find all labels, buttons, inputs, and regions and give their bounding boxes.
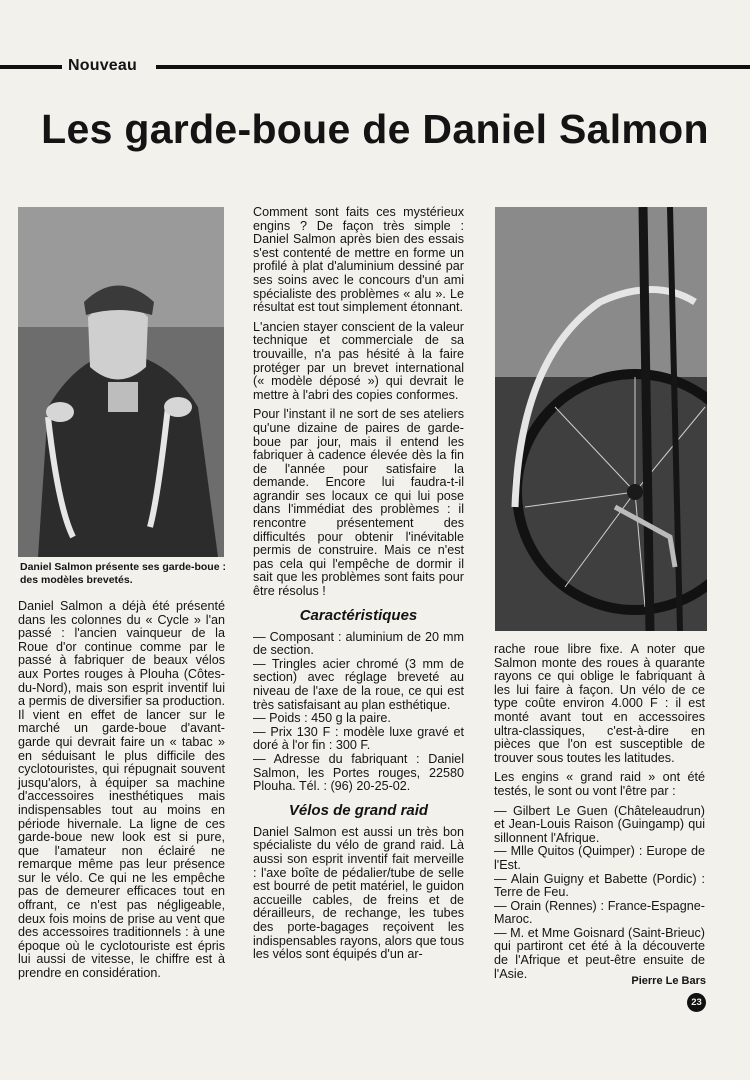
body-paragraph: Pour l'instant il ne sort de ses ateliers qu'une dizaine de paires de garde-boue par jour, mais il entend les fabriquer à cadence élevée dès la fin de l'année pour satisfaire la demande. Encore lui faudra-t-il agrandir ses locaux ce qui lui pose dans l'immédiat des problèmes : il rencontre présentement des difficultés pour obtenir l'inévitable permis de construire. Mais ce n'est pas cela qui l'empêche de dormir il sait que les problèmes sont faits pour être résolus ! [253, 407, 464, 599]
portrait-photo [18, 207, 224, 557]
header-rule-right [156, 65, 750, 69]
photo-caption: Daniel Salmon présente ses garde-boue : des modèles brevetés. [20, 561, 226, 586]
testers-list [494, 805, 705, 982]
body-paragraph: Les engins « grand raid » ont été testés, le sont ou vont l'être par : [494, 770, 705, 798]
tester-item: — Orain (Rennes) : France-Espagne-Maroc. [494, 898, 705, 927]
section-header-bar [0, 58, 750, 74]
bicycle-wheel-photo [495, 207, 707, 631]
spec-item: — Poids : 450 g la paire. [253, 711, 391, 726]
column-2 [253, 206, 464, 968]
column-3 [494, 643, 705, 987]
body-paragraph: Daniel Salmon a déjà été présenté dans les colonnes du « Cycle » l'an passé : l'ancien vainqueur de la Roue d'or continue comme par le passé à fabriquer de beaux vélos aux Portes rouges à Plouha (Côtes-du-Nord), mais son esprit inventif lui a permis de diversifier sa production. Il vient en effet de lancer sur le marché un garde-boue d'avant-garde qui devrait faire un « tabac » en séduisant le plus difficile des cyclotouristes, qui répugnait souvent jusqu'alors, à équiper sa machine d'accessoires inesthétiques mais indispensables tout au moins en période hivernale. La ligne de ces garde-boue new look est si pure, que l'amateur non éclairé ne remarque même pas leur présence sur le vélo. Ce qui ne les empêche pas de demeurer efficaces tout en offrant, ce n'est pas négligeable, deux fois moins de prise au vent que des accessoires traditionnels : à une époque où le cyclotouriste est épris lui aussi de vitesse, le chiffre est à prendre en considération. [18, 599, 225, 981]
tester-item: — Alain Guigny et Babette (Pordic) : Terre de Feu. [494, 871, 705, 900]
spec-item: — Prix 130 F : modèle luxe gravé et doré à l'or fin : 300 F. [253, 724, 464, 753]
raid-heading: Vélos de grand raid [288, 801, 429, 819]
section-label: Nouveau [68, 57, 137, 74]
spec-item: — Adresse du fabriquant : Daniel Salmon, les Portes rouges, 22580 Plouha. Tél. : (96) 20-25-02. [253, 751, 464, 794]
body-paragraph: L'ancien stayer conscient de la valeur technique et commerciale de sa trouvaille, n'a pas hésité à la faire protéger par un brevet international (« modèle déposé ») qui devrait le mettre à l'abri des copies conformes. [253, 319, 464, 402]
header-rule-left [0, 65, 62, 69]
body-paragraph: Daniel Salmon est aussi un très bon spécialiste du vélo de grand raid. Là aussi son esprit inventif fait merveille : l'axe boîte de pédalier/tube de selle est bourré de petit matériel, le guidon accueille cables, de freins et de dérailleurs, de rechange, les tubes des porte-bagages reçoivent les indispensables rayons, alors que tous les vélos sont équipés d'un ar- [253, 824, 464, 962]
tester-item: — M. et Mme Goisnard (Saint-Brieuc) qui partiront cet été à la découverte de l'Afrique et peut-être ensuite de l'Asie. [494, 925, 705, 981]
article-headline: Les garde-boue de Daniel Salmon [41, 106, 709, 152]
tester-item: — Mlle Quitos (Quimper) : Europe de l'Est. [494, 844, 705, 872]
spec-item: — Composant : aluminium de 20 mm de section. [253, 629, 464, 658]
specs-heading: Caractéristiques [299, 606, 418, 624]
body-paragraph: Comment sont faits ces mystérieux engins ? De façon très simple : Daniel Salmon après bien des essais s'est contenté de mettre en forme un profilé à plat d'aluminium dessiné par ses soins avec le concours d'un ami spécialiste des problèmes « alu ». Le résultat est tout simplement étonnant. [253, 205, 464, 315]
author-byline: Pierre Le Bars [631, 975, 706, 987]
body-paragraph: rache roue libre fixe. A noter que Salmon monte des roues à quarante rayons ce qui oblige le fabriquant à les lui faire à façon. Un vélo de ce type coûte environ 4.000 F : il est monté avant tout en accessoires ultra-classiques, c'est-à-dire en pièces que l'on est susceptible de trouver sous toutes les latitudes. [494, 642, 705, 765]
page-number: 23 [687, 993, 706, 1012]
specs-list [253, 631, 464, 794]
tester-item: — Gilbert Le Guen (Châteleaudrun) et Jean-Louis Raison (Guingamp) qui sillonnent l'Afrique. [494, 803, 705, 845]
spec-item: — Tringles acier chromé (3 mm de section) avec réglage breveté au niveau de l'axe de la roue, ce qui est très satisfaisant au plan esthétique. [253, 656, 464, 712]
column-1 [18, 600, 225, 987]
